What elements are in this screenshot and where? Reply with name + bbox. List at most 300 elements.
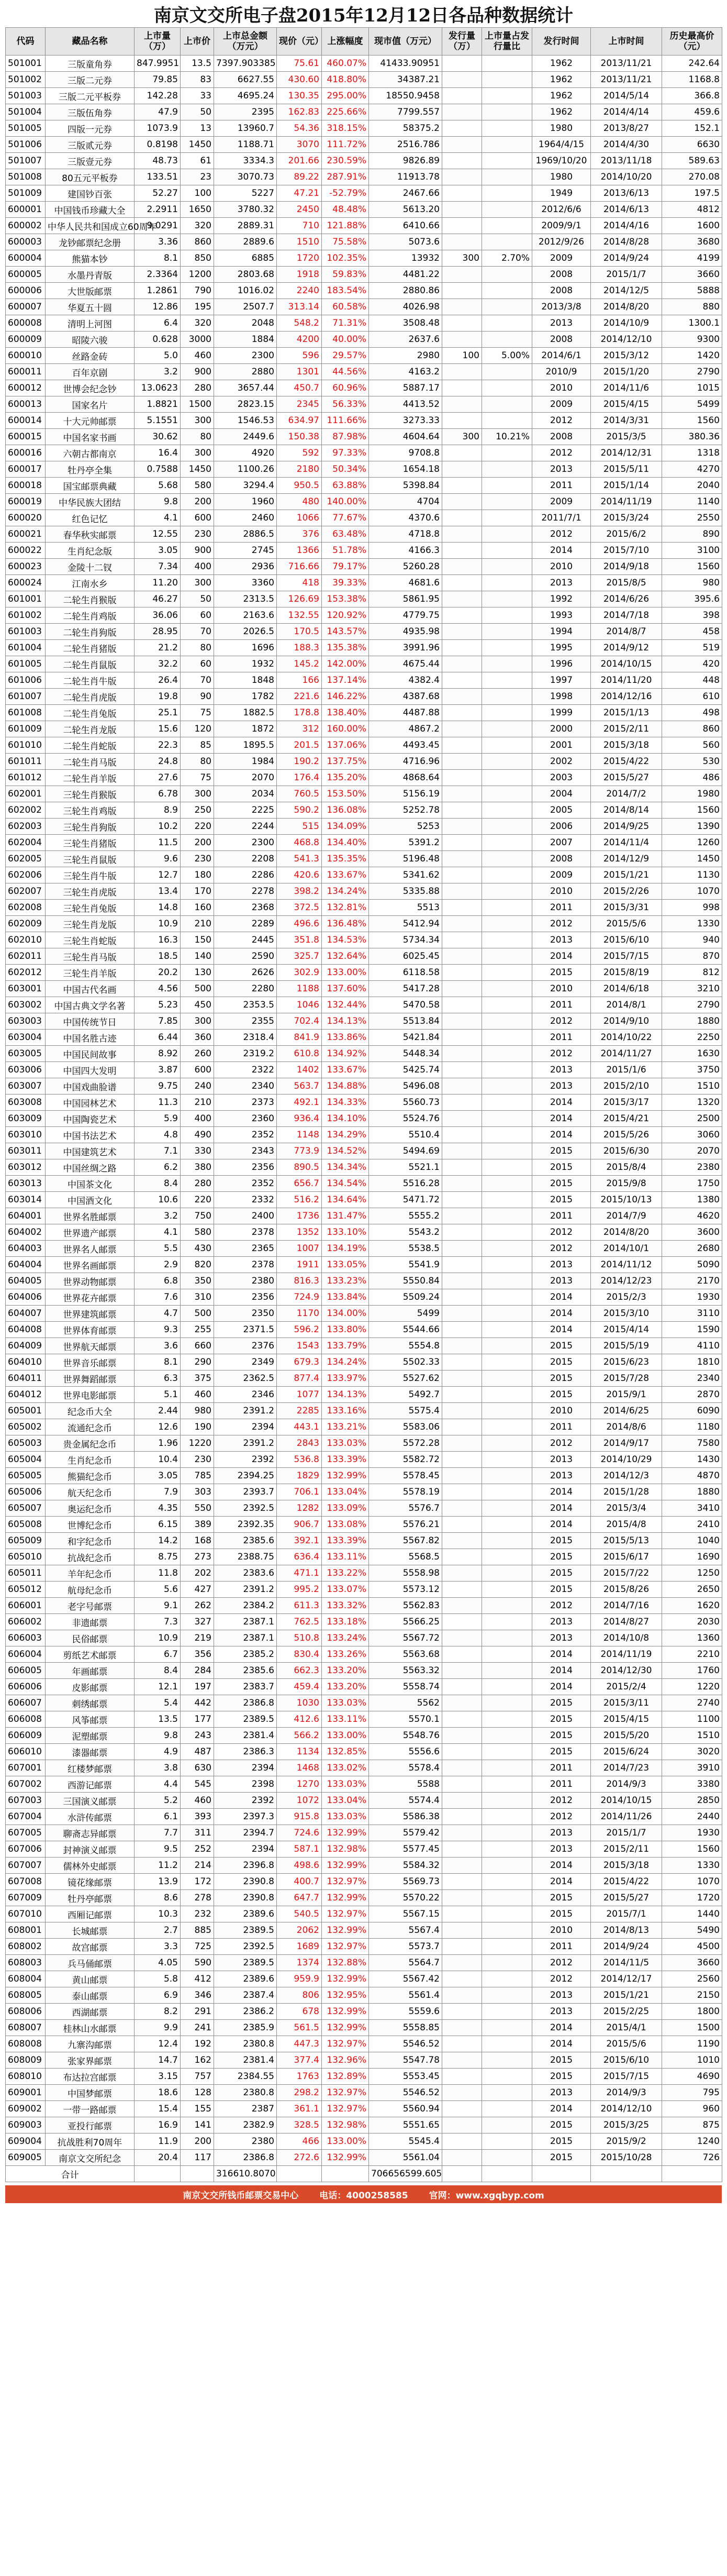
cell-listed-ratio <box>482 380 532 396</box>
table-row <box>6 1419 722 1435</box>
cell-listed-amount: 2388.75 <box>214 1549 277 1565</box>
cell-listing-date: 2015/1/7 <box>591 267 662 283</box>
cell-market-value: 6410.66 <box>369 218 442 234</box>
table-row <box>6 1452 722 1468</box>
cell-listed-ratio <box>482 2150 532 2166</box>
cell-listed-amount: 1895.5 <box>214 737 277 754</box>
cell-issue-date: 2010 <box>532 1403 591 1419</box>
cell-listing-price: 785 <box>181 1468 214 1484</box>
cell-issue-date: 2012/6/6 <box>532 202 591 218</box>
table-row <box>6 1046 722 1062</box>
cell-issue-date: 2013 <box>532 315 591 331</box>
cell-rise: 133.20% <box>322 1679 369 1695</box>
table-row <box>6 737 722 754</box>
cell-market-value: 5521.1 <box>369 1159 442 1176</box>
table-header-row <box>6 28 722 56</box>
table-row <box>6 56 722 72</box>
cell-current-price: 166 <box>277 672 322 689</box>
cell-rise: 39.33% <box>322 575 369 591</box>
cell-listed-qty: 5.5 <box>135 1241 181 1257</box>
cell-market-value: 5252.78 <box>369 802 442 819</box>
cell-rise: 133.67% <box>322 1062 369 1078</box>
cell-code: 604007 <box>6 1306 46 1322</box>
cell-listed-qty: 10.9 <box>135 916 181 932</box>
cell-listed-ratio <box>482 835 532 851</box>
cell-high-price: 795 <box>662 2085 722 2101</box>
cell-listed-ratio <box>482 851 532 867</box>
cell-listing-price: 280 <box>181 1176 214 1192</box>
cell-listed-qty: 4.9 <box>135 1744 181 1760</box>
cell-issued-qty <box>442 1468 482 1484</box>
cell-issued-qty <box>442 1922 482 1939</box>
header-issued-qty: 发行量（万） <box>442 28 482 56</box>
cell-issue-date: 2014 <box>532 1111 591 1127</box>
cell-issued-qty <box>442 1825 482 1841</box>
cell-name: 中国酒文化 <box>46 1192 135 1208</box>
table-row <box>6 900 722 916</box>
cell-listed-qty: 9.0291 <box>135 218 181 234</box>
cell-listing-date: 2015/5/13 <box>591 1533 662 1549</box>
cell-issued-qty <box>442 1663 482 1679</box>
cell-rise: 63.88% <box>322 478 369 494</box>
cell-code: 600006 <box>6 283 46 299</box>
cell-issued-qty <box>442 607 482 624</box>
cell-listing-date: 2014/12/17 <box>591 1971 662 1987</box>
cell-code: 608006 <box>6 2004 46 2020</box>
cell-current-price: 1720 <box>277 250 322 267</box>
table-row <box>6 1078 722 1094</box>
cell-listed-ratio <box>482 1679 532 1695</box>
cell-issue-date: 1962 <box>532 104 591 120</box>
cell-high-price: 197.5 <box>662 185 722 202</box>
cell-rise: 133.03% <box>322 1695 369 1711</box>
table-row <box>6 559 722 575</box>
cell-market-value: 13932 <box>369 250 442 267</box>
cell-rise: 133.04% <box>322 1793 369 1809</box>
cell-high-price: 3410 <box>662 1500 722 1517</box>
cell-listed-amount: 2889.31 <box>214 218 277 234</box>
cell-listed-ratio <box>482 640 532 656</box>
cell-current-price: 1829 <box>277 1468 322 1484</box>
cell-code: 606009 <box>6 1728 46 1744</box>
cell-name: 六朝古都南京 <box>46 445 135 461</box>
cell-issue-date: 2014 <box>532 1517 591 1533</box>
cell-current-price: 2180 <box>277 461 322 478</box>
cell-issue-date: 2011/7/1 <box>532 510 591 526</box>
cell-code: 607010 <box>6 1906 46 1922</box>
cell-code: 605005 <box>6 1468 46 1484</box>
cell-high-price: 1510 <box>662 1078 722 1094</box>
cell-current-price: 830.4 <box>277 1646 322 1663</box>
cell-name: 国家名片 <box>46 396 135 413</box>
cell-code: 601006 <box>6 672 46 689</box>
cell-issue-date: 2014 <box>532 1306 591 1322</box>
table-row <box>6 819 722 835</box>
cell-name: 世界名人邮票 <box>46 1241 135 1257</box>
cell-listed-amount: 2390.8 <box>214 1874 277 1890</box>
cell-listed-ratio <box>482 153 532 169</box>
cell-issued-qty <box>442 218 482 234</box>
cell-name: 世界遗产邮票 <box>46 1224 135 1241</box>
cell-rise: 136.08% <box>322 802 369 819</box>
cell-listed-ratio <box>482 575 532 591</box>
cell-name: 南京文交所纪念 <box>46 2150 135 2166</box>
cell-listed-ratio <box>482 494 532 510</box>
cell-listing-price: 214 <box>181 1858 214 1874</box>
cell-market-value: 4716.96 <box>369 754 442 770</box>
cell-rise: 132.99% <box>322 2020 369 2036</box>
cell-listed-ratio <box>482 1614 532 1630</box>
cell-market-value: 5253 <box>369 819 442 835</box>
cell-rise: 134.40% <box>322 835 369 851</box>
cell-listing-price: 487 <box>181 1744 214 1760</box>
cell-issue-date: 1997 <box>532 672 591 689</box>
cell-current-price: 1918 <box>277 267 322 283</box>
cell-issued-qty <box>442 1306 482 1322</box>
cell-name: 三轮生肖兔版 <box>46 900 135 916</box>
cell-name: 昭陵六骏 <box>46 331 135 348</box>
table-row <box>6 72 722 88</box>
cell-listed-qty: 8.75 <box>135 1549 181 1565</box>
table-row <box>6 1273 722 1289</box>
cell-issued-qty <box>442 1500 482 1517</box>
cell-current-price: 592 <box>277 445 322 461</box>
cell-high-price: 2740 <box>662 1695 722 1711</box>
cell-high-price: 1930 <box>662 1825 722 1841</box>
cell-high-price: 3380 <box>662 1776 722 1793</box>
cell-listed-amount: 2322 <box>214 1062 277 1078</box>
cell-high-price: 589.63 <box>662 153 722 169</box>
table-row <box>6 689 722 705</box>
cell-issued-qty <box>442 1971 482 1987</box>
cell-rise: 97.33% <box>322 445 369 461</box>
cell-listed-ratio <box>482 1013 532 1030</box>
cell-issued-qty <box>442 1143 482 1159</box>
cell-current-price: 89.22 <box>277 169 322 185</box>
cell-current-price: 480 <box>277 494 322 510</box>
cell-listing-date: 2013/6/13 <box>591 185 662 202</box>
cell-name: 中国建筑艺术 <box>46 1143 135 1159</box>
cell-current-price: 2240 <box>277 283 322 299</box>
cell-code: 501002 <box>6 72 46 88</box>
cell-listed-amount: 2398 <box>214 1776 277 1793</box>
cell-name: 三版贰元券 <box>46 137 135 153</box>
cell-high-price: 2440 <box>662 1809 722 1825</box>
cell-listed-amount: 2278 <box>214 883 277 900</box>
cell-listed-amount: 2385.6 <box>214 1533 277 1549</box>
cell-current-price: 492.1 <box>277 1094 322 1111</box>
table-row <box>6 1971 722 1987</box>
cell-listed-ratio <box>482 900 532 916</box>
cell-code: 600010 <box>6 348 46 364</box>
cell-listing-price: 160 <box>181 900 214 916</box>
cell-name: 中国民间故事 <box>46 1046 135 1062</box>
cell-listed-qty: 79.85 <box>135 72 181 88</box>
cell-listed-ratio <box>482 1273 532 1289</box>
cell-listing-date: 2014/12/10 <box>591 331 662 348</box>
cell-market-value: 5558.85 <box>369 2020 442 2036</box>
header-listing-price: 上市价 <box>181 28 214 56</box>
cell-listed-ratio <box>482 916 532 932</box>
cell-name: 丝路金砖 <box>46 348 135 364</box>
table-row <box>6 283 722 299</box>
cell-rise: 133.18% <box>322 1614 369 1630</box>
cell-listed-ratio <box>482 1127 532 1143</box>
cell-current-price: 611.3 <box>277 1598 322 1614</box>
cell-listing-price: 757 <box>181 2069 214 2085</box>
cell-listed-amount: 2445 <box>214 932 277 948</box>
cell-listing-price: 172 <box>181 1874 214 1890</box>
cell-code: 604005 <box>6 1273 46 1289</box>
cell-listed-amount: 2026.5 <box>214 624 277 640</box>
table-row <box>6 1370 722 1387</box>
cell-listing-date: 2015/6/23 <box>591 1354 662 1370</box>
cell-listed-amount: 2397.3 <box>214 1809 277 1825</box>
cell-listed-amount: 2590 <box>214 948 277 965</box>
cell-listed-ratio <box>482 234 532 250</box>
cell-current-price: 450.7 <box>277 380 322 396</box>
cell-issue-date: 1964/4/15 <box>532 137 591 153</box>
cell-listing-price: 310 <box>181 1289 214 1306</box>
cell-current-price: 679.3 <box>277 1354 322 1370</box>
cell-code: 608005 <box>6 1987 46 2004</box>
cell-current-price: 376 <box>277 526 322 543</box>
cell-listed-qty: 7.7 <box>135 1825 181 1841</box>
cell-issued-qty <box>442 1760 482 1776</box>
cell-current-price: 312 <box>277 721 322 737</box>
cell-listing-date: 2014/12/16 <box>591 689 662 705</box>
cell-issue-date: 2013 <box>532 2004 591 2020</box>
cell-issued-qty <box>442 153 482 169</box>
cell-issue-date: 2014 <box>532 1484 591 1500</box>
cell-rise: 133.22% <box>322 1565 369 1582</box>
cell-listing-date: 2014/6/13 <box>591 202 662 218</box>
cell-listing-price: 232 <box>181 1906 214 1922</box>
cell-listed-qty: 5.4 <box>135 1695 181 1711</box>
cell-listed-ratio <box>482 1939 532 1955</box>
table-row <box>6 1338 722 1354</box>
cell-issue-date: 2013 <box>532 1825 591 1841</box>
table-row <box>6 1192 722 1208</box>
cell-high-price: 530 <box>662 754 722 770</box>
cell-listed-qty: 3.36 <box>135 234 181 250</box>
cell-rise: 134.09% <box>322 819 369 835</box>
cell-current-price: 716.66 <box>277 559 322 575</box>
cell-listed-ratio <box>482 510 532 526</box>
cell-listed-ratio <box>482 1565 532 1582</box>
cell-issued-qty <box>442 1614 482 1630</box>
cell-listed-ratio <box>482 1582 532 1598</box>
cell-listed-ratio <box>482 1793 532 1809</box>
cell-rise: 136.48% <box>322 916 369 932</box>
cell-code: 601001 <box>6 591 46 607</box>
cell-issued-qty <box>442 396 482 413</box>
cell-name: 红楼梦邮票 <box>46 1760 135 1776</box>
cell-listing-price: 252 <box>181 1841 214 1858</box>
cell-listing-date: 2013/11/18 <box>591 153 662 169</box>
cell-name: 漆器邮票 <box>46 1744 135 1760</box>
header-high-price: 历史最高价（元） <box>662 28 722 56</box>
cell-high-price: 2650 <box>662 1582 722 1598</box>
table-row <box>6 1143 722 1159</box>
cell-market-value: 5578.4 <box>369 1760 442 1776</box>
cell-market-value: 5567.72 <box>369 1630 442 1646</box>
cell-high-price: 1010 <box>662 2052 722 2069</box>
cell-listing-price: 300 <box>181 413 214 429</box>
cell-rise: 134.29% <box>322 1127 369 1143</box>
cell-listed-amount: 2383.7 <box>214 1679 277 1695</box>
cell-listed-ratio <box>482 1143 532 1159</box>
cell-issue-date: 2012 <box>532 916 591 932</box>
cell-name: 贵金属纪念币 <box>46 1435 135 1452</box>
cell-rise: 134.53% <box>322 932 369 948</box>
cell-listed-ratio <box>482 607 532 624</box>
cell-listing-price: 50 <box>181 104 214 120</box>
table-row <box>6 494 722 510</box>
cell-listed-amount: 2378 <box>214 1224 277 1241</box>
cell-listed-ratio <box>482 948 532 965</box>
cell-high-price: 4620 <box>662 1208 722 1224</box>
cell-high-price: 1560 <box>662 413 722 429</box>
cell-issue-date: 2013 <box>532 1614 591 1630</box>
cell-listing-date: 2014/8/6 <box>591 1419 662 1435</box>
cell-rise: 133.03% <box>322 1809 369 1825</box>
cell-listing-price: 180 <box>181 867 214 883</box>
cell-issued-qty <box>442 299 482 315</box>
cell-listed-amount: 2391.2 <box>214 1403 277 1419</box>
cell-issue-date: 2012 <box>532 1793 591 1809</box>
cell-issue-date: 2010 <box>532 981 591 997</box>
cell-listing-date: 2014/7/16 <box>591 1598 662 1614</box>
cell-current-price: 188.3 <box>277 640 322 656</box>
cell-high-price: 3060 <box>662 1127 722 1143</box>
cell-listing-date: 2015/3/4 <box>591 1500 662 1517</box>
cell-rise: 132.99% <box>322 1468 369 1484</box>
cell-code: 603012 <box>6 1159 46 1176</box>
cell-name: 红色记忆 <box>46 510 135 526</box>
cell-current-price: 130.35 <box>277 88 322 104</box>
cell-listed-ratio <box>482 721 532 737</box>
cell-code: 602010 <box>6 932 46 948</box>
cell-code: 601009 <box>6 721 46 737</box>
cell-rise: 133.16% <box>322 1403 369 1419</box>
cell-current-price: 459.4 <box>277 1679 322 1695</box>
cell-rise: 71.31% <box>322 315 369 331</box>
cell-listed-amount: 2389.5 <box>214 1922 277 1939</box>
cell-current-price: 566.2 <box>277 1728 322 1744</box>
cell-name: 三轮生肖羊版 <box>46 965 135 981</box>
cell-listing-date: 2015/5/27 <box>591 770 662 786</box>
cell-listed-qty: 4.8 <box>135 1127 181 1143</box>
cell-listed-amount: 2389.6 <box>214 1971 277 1987</box>
cell-market-value: 34387.21 <box>369 72 442 88</box>
cell-rise: 77.67% <box>322 510 369 526</box>
cell-listed-amount: 1932 <box>214 656 277 672</box>
cell-high-price: 2170 <box>662 1273 722 1289</box>
cell-issued-qty <box>442 640 482 656</box>
cell-listing-date: 2013/11/21 <box>591 56 662 72</box>
cell-market-value: 5417.28 <box>369 981 442 997</box>
cell-rise: 460.07% <box>322 56 369 72</box>
table-row <box>6 883 722 900</box>
cell-listing-price: 1450 <box>181 461 214 478</box>
cell-issued-qty <box>442 1062 482 1078</box>
cell-name: 九寨沟邮票 <box>46 2036 135 2052</box>
cell-high-price: 3750 <box>662 1062 722 1078</box>
cell-issue-date: 2015 <box>532 965 591 981</box>
cell-listed-qty: 9.75 <box>135 1078 181 1094</box>
cell-listed-amount: 2803.68 <box>214 267 277 283</box>
cell-market-value: 5564.7 <box>369 1955 442 1971</box>
cell-issue-date: 2011 <box>532 997 591 1013</box>
cell-issued-qty <box>442 851 482 867</box>
cell-market-value: 5551.65 <box>369 2117 442 2133</box>
cell-market-value: 5566.25 <box>369 1614 442 1630</box>
cell-issue-date: 2009 <box>532 250 591 267</box>
cell-market-value: 4779.75 <box>369 607 442 624</box>
cell-listed-ratio <box>482 1289 532 1306</box>
cell-high-price: 2790 <box>662 364 722 380</box>
cell-market-value: 5570.1 <box>369 1711 442 1728</box>
cell-listed-ratio <box>482 2052 532 2069</box>
cell-issued-qty <box>442 1582 482 1598</box>
cell-listed-amount: 2289 <box>214 916 277 932</box>
footer-site-url[interactable]: www.xgqbyp.com <box>455 2190 544 2201</box>
cell-listed-ratio <box>482 526 532 543</box>
cell-rise: 142.00% <box>322 656 369 672</box>
cell-rise: 131.47% <box>322 1208 369 1224</box>
cell-name: 国宝邮票典藏 <box>46 478 135 494</box>
cell-current-price: 170.5 <box>277 624 322 640</box>
cell-listed-ratio <box>482 1257 532 1273</box>
cell-listing-price: 168 <box>181 1533 214 1549</box>
cell-issue-date: 2013 <box>532 1062 591 1078</box>
cell-current-price: 596 <box>277 348 322 364</box>
cell-listed-qty: 16.4 <box>135 445 181 461</box>
cell-rise: 133.11% <box>322 1711 369 1728</box>
cell-listed-amount: 2387.4 <box>214 1987 277 2004</box>
cell-name: 中国陶瓷艺术 <box>46 1111 135 1127</box>
cell-code: 608007 <box>6 2020 46 2036</box>
cell-issue-date: 2015 <box>532 1354 591 1370</box>
cell-issued-qty <box>442 104 482 120</box>
cell-rise: 132.99% <box>322 1971 369 1987</box>
cell-rise: 29.57% <box>322 348 369 364</box>
cell-listing-price: 278 <box>181 1890 214 1906</box>
cell-name: 牡丹亭全集 <box>46 461 135 478</box>
cell-code: 600001 <box>6 202 46 218</box>
cell-market-value: 5558.74 <box>369 1679 442 1695</box>
cell-listed-ratio <box>482 1224 532 1241</box>
cell-listing-date: 2014/6/25 <box>591 1403 662 1419</box>
cell-code: 607006 <box>6 1841 46 1858</box>
cell-issued-qty <box>442 1776 482 1793</box>
cell-name: 世界名画邮票 <box>46 1257 135 1273</box>
cell-name: 四版一元券 <box>46 120 135 137</box>
table-row <box>6 543 722 559</box>
cell-market-value: 4370.6 <box>369 510 442 526</box>
cell-listed-ratio <box>482 1484 532 1500</box>
cell-market-value: 5544.66 <box>369 1322 442 1338</box>
cell-market-value: 4935.98 <box>369 624 442 640</box>
cell-issue-date: 2007 <box>532 835 591 851</box>
cell-listed-ratio <box>482 965 532 981</box>
cell-current-price: 178.8 <box>277 705 322 721</box>
cell-listed-qty: 6.2 <box>135 1159 181 1176</box>
cell-code: 601010 <box>6 737 46 754</box>
cell-listed-ratio <box>482 299 532 315</box>
cell-code: 602012 <box>6 965 46 981</box>
